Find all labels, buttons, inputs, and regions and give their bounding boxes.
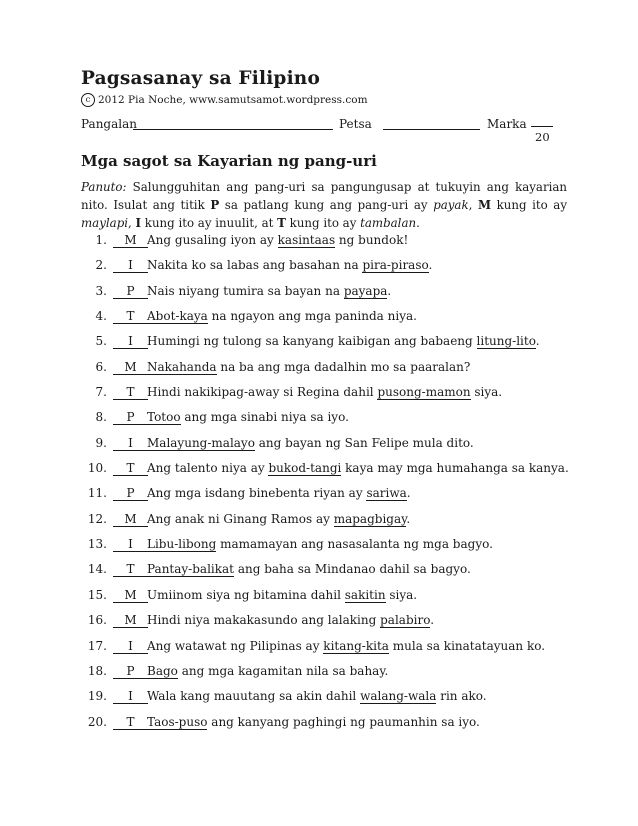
code-p: P bbox=[210, 198, 220, 212]
list-item bbox=[81, 233, 567, 258]
list-item bbox=[81, 689, 567, 714]
adjective: payapa bbox=[343, 283, 388, 298]
adjective: Abot-kaya bbox=[147, 309, 208, 324]
list-item bbox=[81, 512, 567, 537]
item-number: 16. bbox=[87, 613, 107, 628]
list-item bbox=[81, 410, 567, 435]
sentence-text: Ang talento niya ay bbox=[147, 461, 269, 476]
answer-blank[interactable]: T bbox=[113, 715, 148, 730]
term-tambalan: tambalan bbox=[360, 216, 417, 230]
section-title: Mga sagot sa Kayarian ng pang-uri bbox=[81, 152, 377, 170]
adjective: litung-lito bbox=[476, 334, 536, 349]
list-item bbox=[81, 436, 567, 461]
list-item bbox=[81, 258, 567, 283]
answer-blank[interactable]: M bbox=[113, 512, 148, 527]
answer-blank[interactable]: P bbox=[113, 486, 148, 501]
item-sentence bbox=[147, 334, 540, 348]
instructions-text: kung ito ay bbox=[491, 198, 567, 212]
item-sentence bbox=[147, 562, 471, 576]
adjective: Totoo bbox=[147, 410, 181, 425]
adjective: mapagbigay bbox=[333, 511, 407, 526]
sentence-text: ang mga kagamitan nila sa bahay. bbox=[177, 663, 389, 678]
adjective: kitang-kita bbox=[323, 638, 389, 653]
adjective: Bago bbox=[147, 663, 178, 678]
sentence-text: kaya may mga humahanga sa kanya. bbox=[341, 461, 569, 476]
item-number: 20. bbox=[87, 714, 107, 729]
sentence-text: Ang gusaling iyon ay bbox=[147, 233, 278, 247]
answer-blank[interactable]: I bbox=[113, 258, 148, 273]
adjective: Libu-libong bbox=[147, 537, 217, 552]
list-item bbox=[81, 537, 567, 562]
list-item bbox=[81, 486, 567, 511]
adjective: sakitin bbox=[344, 587, 386, 602]
copyright-icon: c bbox=[81, 93, 95, 107]
date-blank[interactable] bbox=[383, 129, 480, 130]
item-number: 3. bbox=[95, 283, 107, 298]
item-sentence bbox=[147, 233, 408, 247]
item-number: 15. bbox=[87, 587, 107, 602]
instructions-text: . bbox=[416, 216, 420, 230]
item-number: 5. bbox=[95, 334, 107, 349]
list-item bbox=[81, 461, 567, 486]
item-number: 10. bbox=[87, 461, 107, 476]
item-number: 18. bbox=[87, 663, 107, 678]
list-item bbox=[81, 284, 567, 309]
answer-blank[interactable]: M bbox=[113, 613, 148, 628]
sentence-text: ang mga sinabi niya sa iyo. bbox=[180, 410, 349, 425]
name-label: Pangalan bbox=[81, 117, 137, 131]
item-number: 12. bbox=[87, 511, 107, 526]
sentence-text: . bbox=[428, 258, 433, 273]
list-item bbox=[81, 664, 567, 689]
item-number: 7. bbox=[95, 385, 107, 400]
item-sentence bbox=[147, 639, 545, 653]
adjective: kasintaas bbox=[277, 233, 336, 247]
answer-blank[interactable]: P bbox=[113, 664, 148, 679]
answer-blank[interactable]: I bbox=[113, 334, 148, 349]
answer-blank[interactable]: I bbox=[113, 639, 148, 654]
list-item bbox=[81, 639, 567, 664]
term-payak: payak bbox=[433, 198, 469, 212]
sentence-text: . bbox=[406, 486, 411, 501]
adjective: pusong-mamon bbox=[377, 385, 471, 400]
sentence-text: . bbox=[387, 283, 392, 298]
instructions-text: Salungguhitan ang pang-uri sa pangungusap at tukuyin ang kayarian nito. Isulat ang titik bbox=[81, 180, 567, 212]
answer-blank[interactable]: P bbox=[113, 284, 148, 299]
adjective: Taos-puso bbox=[147, 714, 208, 729]
item-number: 13. bbox=[87, 537, 107, 552]
code-i: I bbox=[135, 216, 142, 230]
answer-blank[interactable]: I bbox=[113, 689, 148, 704]
item-number: 9. bbox=[95, 435, 107, 450]
item-number: 11. bbox=[87, 486, 107, 501]
sentence-text: siya. bbox=[385, 587, 418, 602]
instructions-text: kung ito ay bbox=[285, 216, 361, 230]
sentence-text: Ang anak ni Ginang Ramos ay bbox=[147, 511, 334, 526]
instructions-text: kung ito ay inuulit, at bbox=[141, 216, 278, 230]
adjective: pira-piraso bbox=[362, 258, 429, 273]
name-blank[interactable] bbox=[133, 129, 333, 130]
item-sentence bbox=[147, 486, 411, 500]
page-title: Pagsasanay sa Filipino bbox=[81, 68, 320, 89]
item-sentence bbox=[147, 664, 388, 678]
item-sentence bbox=[147, 309, 417, 323]
item-sentence bbox=[147, 689, 487, 703]
date-label: Petsa bbox=[339, 117, 372, 131]
adjective: Pantay-balikat bbox=[147, 562, 234, 577]
sentence-text: . bbox=[406, 511, 411, 526]
sentence-text: siya. bbox=[470, 385, 503, 400]
item-sentence bbox=[147, 258, 432, 272]
sentence-text: Humingi ng tulong sa kanyang kaibigan ang babaeng bbox=[147, 334, 477, 349]
item-sentence bbox=[147, 461, 569, 475]
list-item bbox=[81, 309, 567, 334]
sentence-text: mamamayan ang nasasalanta ng mga bagyo. bbox=[216, 537, 493, 552]
list-item bbox=[81, 715, 567, 740]
student-info-row bbox=[81, 117, 561, 157]
item-sentence bbox=[147, 284, 391, 298]
sentence-text: Nakita ko sa labas ang basahan na bbox=[147, 258, 363, 273]
answer-blank[interactable]: I bbox=[113, 537, 148, 552]
term-maylapi: maylapi bbox=[81, 216, 129, 230]
sentence-text: Umiinom siya ng bitamina dahil bbox=[147, 587, 345, 602]
code-t: T bbox=[277, 216, 286, 230]
answer-blank[interactable]: P bbox=[113, 410, 148, 425]
item-sentence bbox=[147, 360, 470, 374]
instructions-text: , bbox=[468, 198, 478, 212]
sentence-text: Hindi nakikipag-away si Regina dahil bbox=[147, 385, 378, 400]
answer-blank[interactable]: M bbox=[113, 233, 148, 248]
sentence-text: na ba ang mga dadalhin mo sa paaralan? bbox=[216, 359, 471, 374]
item-sentence bbox=[147, 588, 417, 602]
answer-blank[interactable]: T bbox=[113, 309, 148, 324]
sentence-text: rin ako. bbox=[436, 689, 487, 704]
item-sentence bbox=[147, 613, 434, 627]
item-number: 19. bbox=[87, 689, 107, 704]
adjective: Malayung-malayo bbox=[147, 435, 255, 450]
adjective: Nakahanda bbox=[147, 359, 217, 374]
answer-blank[interactable]: M bbox=[113, 588, 148, 603]
instructions bbox=[81, 178, 567, 232]
item-number: 1. bbox=[95, 233, 107, 247]
list-item bbox=[81, 562, 567, 587]
item-sentence bbox=[147, 537, 493, 551]
sentence-text: Hindi niya makakasundo ang lalaking bbox=[147, 613, 381, 628]
answer-list bbox=[81, 233, 567, 740]
answer-blank[interactable]: T bbox=[113, 461, 148, 476]
item-number: 4. bbox=[95, 309, 107, 324]
item-number: 8. bbox=[95, 410, 107, 425]
adjective: bukod-tangi bbox=[268, 461, 342, 476]
sentence-text: Ang watawat ng Pilipinas ay bbox=[147, 638, 324, 653]
sentence-text: Nais niyang tumira sa bayan na bbox=[147, 283, 344, 298]
item-number: 6. bbox=[95, 359, 107, 374]
sentence-text: ng bundok! bbox=[335, 233, 409, 247]
answer-blank[interactable]: M bbox=[113, 360, 148, 375]
score-label: Marka bbox=[487, 117, 527, 131]
adjective: sariwa bbox=[366, 486, 407, 501]
answer-blank[interactable]: I bbox=[113, 436, 148, 451]
adjective: palabiro bbox=[380, 613, 431, 628]
sentence-text: ang kanyang paghingi ng paumanhin sa iyo. bbox=[207, 714, 480, 729]
list-item bbox=[81, 613, 567, 638]
item-sentence bbox=[147, 715, 480, 729]
list-item bbox=[81, 334, 567, 359]
sentence-text: Ang mga isdang binebenta riyan ay bbox=[147, 486, 367, 501]
list-item bbox=[81, 385, 567, 410]
list-item bbox=[81, 588, 567, 613]
item-sentence bbox=[147, 410, 349, 424]
item-sentence bbox=[147, 436, 474, 450]
item-number: 14. bbox=[87, 562, 107, 577]
item-number: 2. bbox=[95, 258, 107, 273]
sentence-text: ang baha sa Mindanao dahil sa bagyo. bbox=[234, 562, 471, 577]
answer-blank[interactable]: T bbox=[113, 562, 148, 577]
item-sentence bbox=[147, 512, 410, 526]
item-sentence bbox=[147, 385, 502, 399]
sentence-text: ang bayan ng San Felipe mula dito. bbox=[254, 435, 474, 450]
copyright-line bbox=[81, 93, 368, 107]
instructions-text: sa patlang kung ang pang-uri ay bbox=[219, 198, 434, 212]
list-item bbox=[81, 360, 567, 385]
instructions-text: , bbox=[128, 216, 136, 230]
code-m: M bbox=[477, 198, 492, 212]
item-number: 17. bbox=[87, 638, 107, 653]
sentence-text: na ngayon ang mga paninda niya. bbox=[207, 309, 417, 324]
sentence-text: Wala kang mauutang sa akin dahil bbox=[147, 689, 361, 704]
copyright-text: 2012 Pia Noche, www.samutsamot.wordpress.com bbox=[98, 94, 368, 106]
score-total: 20 bbox=[535, 130, 550, 144]
answer-blank[interactable]: T bbox=[113, 385, 148, 400]
instructions-label: Panuto: bbox=[81, 180, 127, 194]
sentence-text: mula sa kinatatayuan ko. bbox=[388, 638, 546, 653]
sentence-text: . bbox=[535, 334, 540, 349]
sentence-text: . bbox=[430, 613, 435, 628]
adjective: walang-wala bbox=[360, 689, 437, 704]
score-fraction-line[interactable] bbox=[531, 126, 553, 127]
